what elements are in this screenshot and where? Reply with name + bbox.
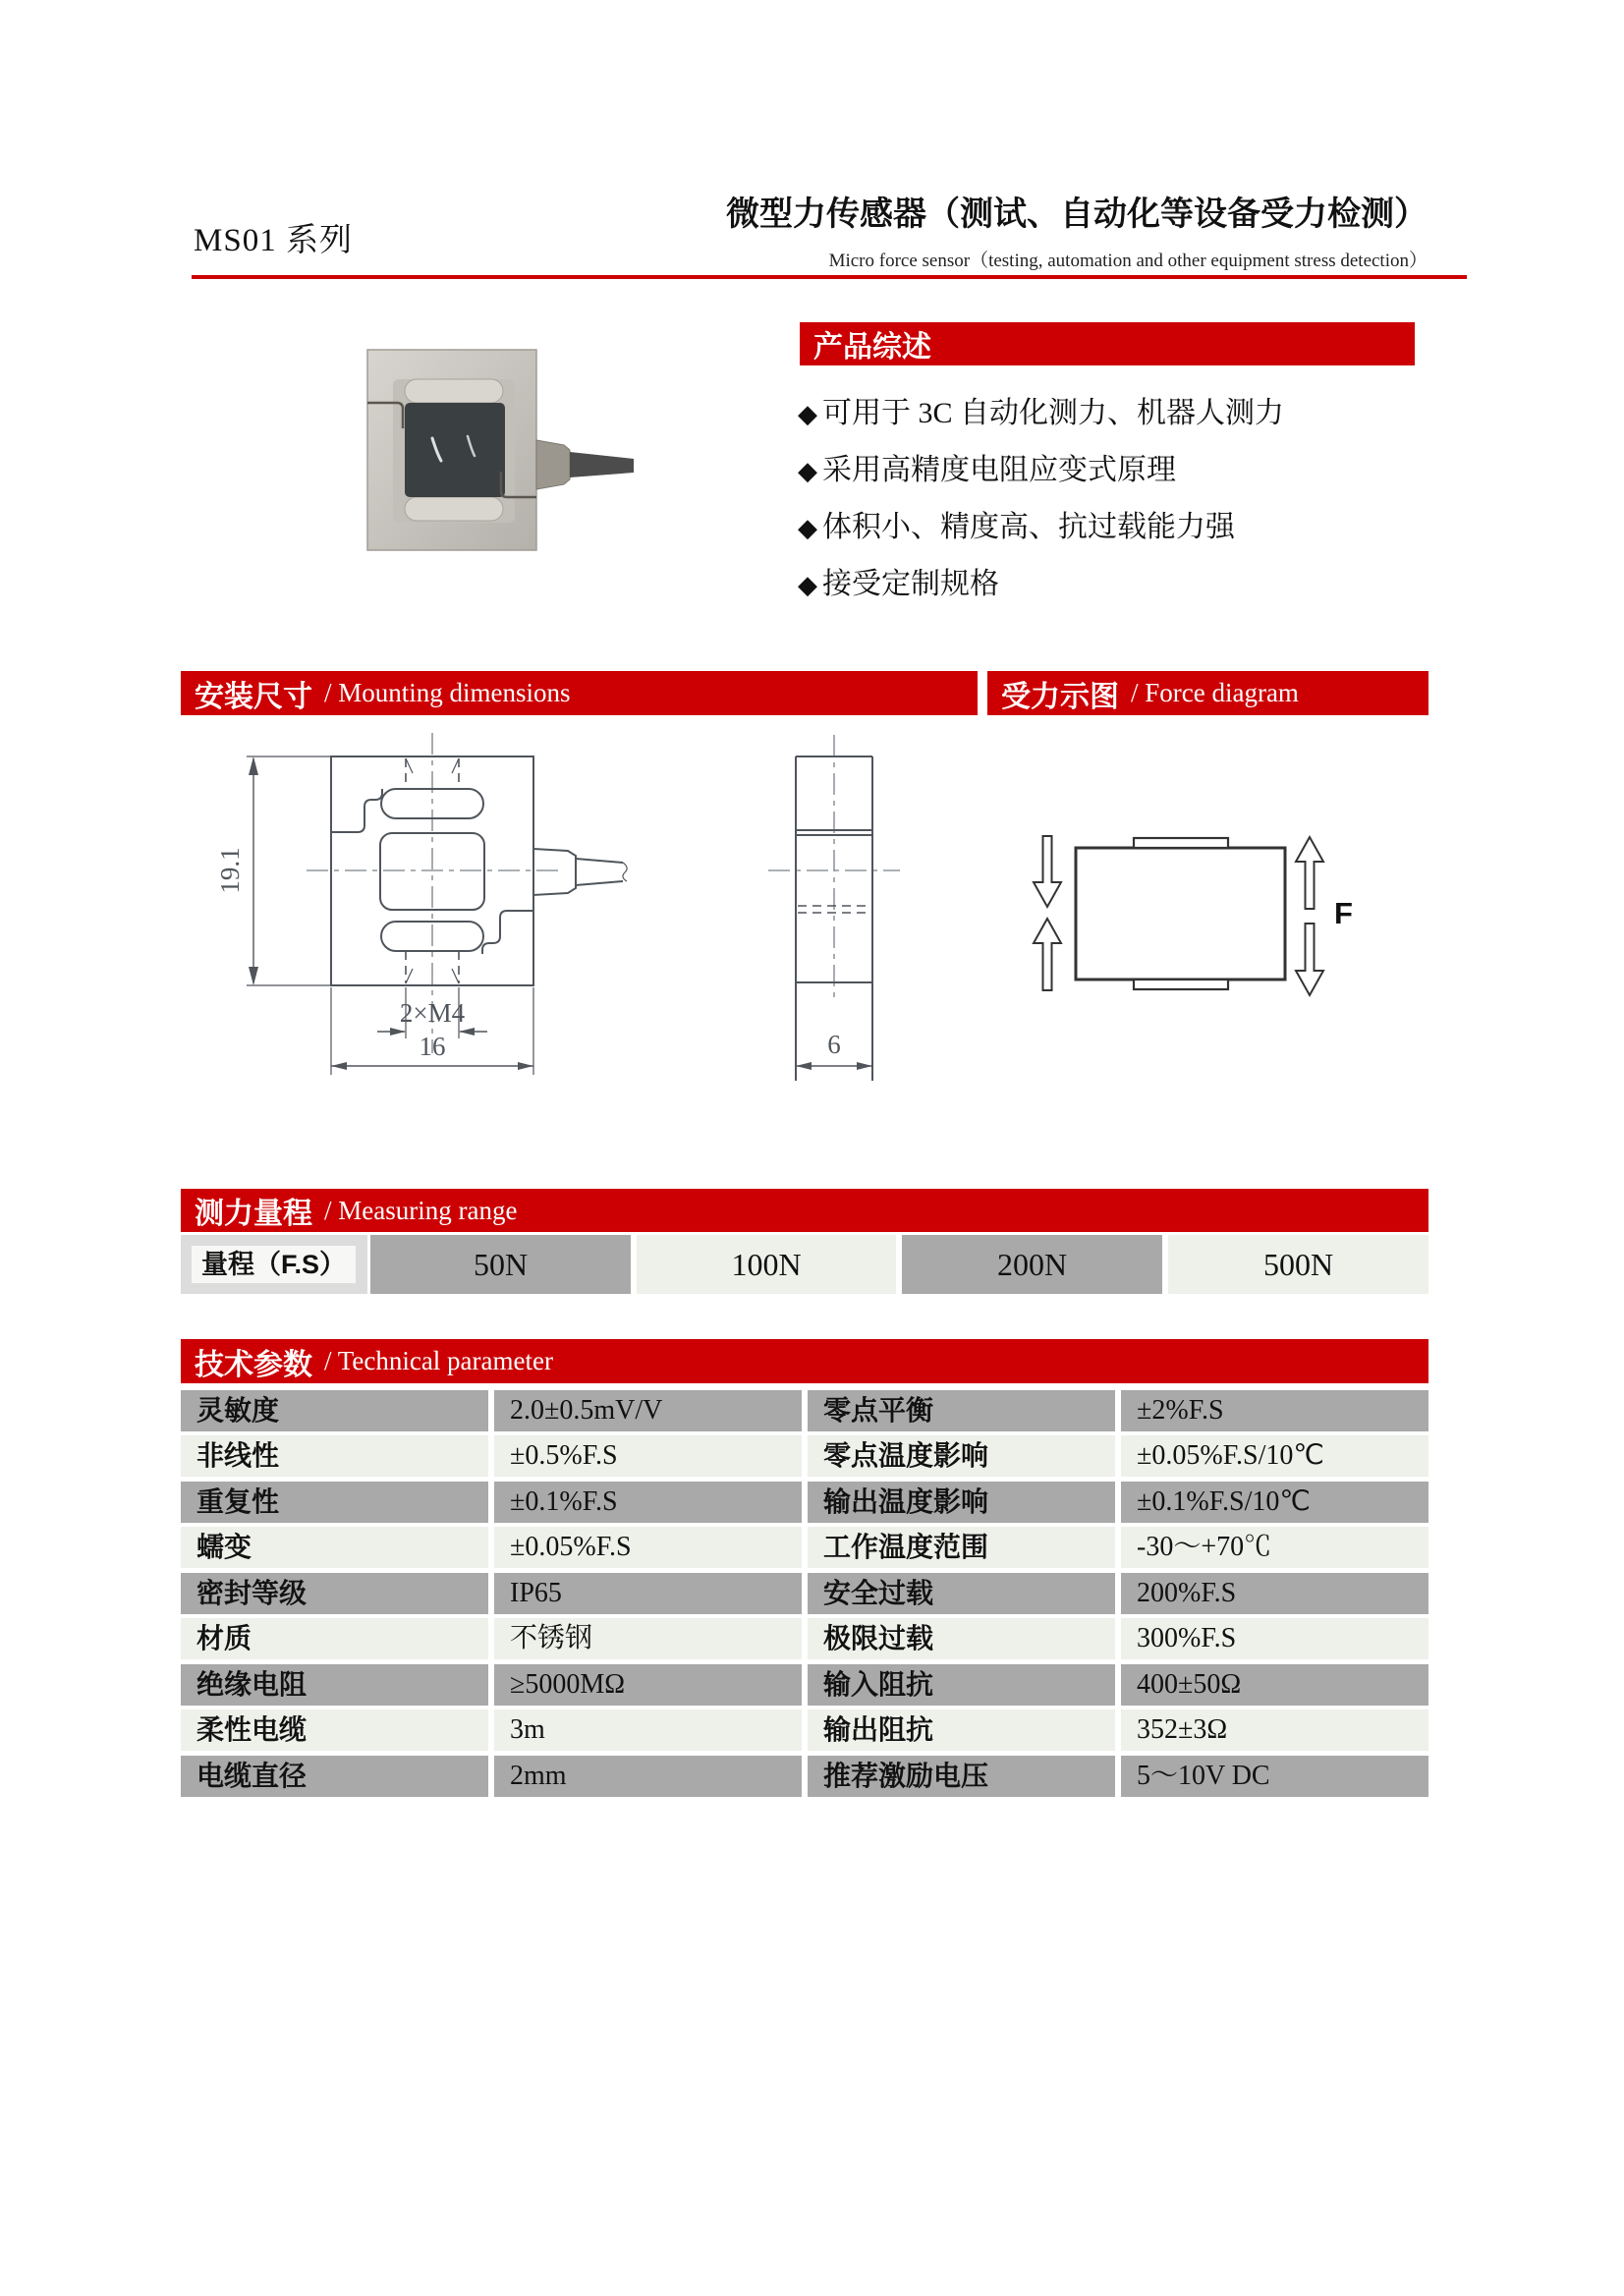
param-name: 安全过载 <box>808 1573 1115 1614</box>
measuring-range-banner <box>181 1189 1428 1232</box>
cable <box>570 452 634 477</box>
overview-bullet <box>798 442 1427 499</box>
param-name: 零点温度影响 <box>808 1435 1115 1477</box>
arrow-down-icon <box>1034 836 1061 907</box>
param-value: 200%F.S <box>1121 1573 1428 1614</box>
series-name: MS01 系列 <box>194 223 353 258</box>
tech-table-row <box>181 1482 1428 1523</box>
range-value-cell: 200N <box>902 1235 1162 1294</box>
header-divider <box>192 275 1467 279</box>
force-diagram <box>1034 836 1353 995</box>
dim-height-label: 19.1 <box>215 847 245 894</box>
param-name: 密封等级 <box>181 1573 488 1614</box>
param-name: 柔性电缆 <box>181 1709 488 1751</box>
overview-bullet <box>798 385 1427 442</box>
tech-table-row <box>181 1435 1428 1477</box>
param-value: ±0.05%F.S/10℃ <box>1121 1435 1428 1477</box>
param-value: 2.0±0.5mV/V <box>494 1390 802 1431</box>
param-value: ±0.1%F.S <box>494 1482 802 1523</box>
sensor-gauge-window <box>405 403 505 497</box>
param-value: ±0.5%F.S <box>494 1435 802 1477</box>
force-label: F <box>1334 896 1353 930</box>
tech-table-row <box>181 1390 1428 1431</box>
param-name: 重复性 <box>181 1482 488 1523</box>
range-header-cell <box>181 1235 367 1294</box>
diamond-bullet-icon: ◆ <box>798 457 817 486</box>
force-title-en: / Force diagram <box>1131 678 1299 707</box>
param-name: 输出温度影响 <box>808 1482 1115 1523</box>
param-name: 非线性 <box>181 1435 488 1477</box>
range-header-label: 量程（F.S） <box>192 1246 356 1283</box>
tech-title-en: / Technical parameter <box>324 1346 553 1375</box>
bullet-text: 可用于 3C 自动化测力、机器人测力 <box>822 397 1285 429</box>
tech-table-row <box>181 1527 1428 1568</box>
range-title-zh: 测力量程 <box>195 1198 312 1230</box>
param-name: 材质 <box>181 1618 488 1659</box>
page-title: 微型力传感器（测试、自动化等设备受力检测） <box>726 196 1428 233</box>
param-name: 推荐激励电压 <box>808 1756 1115 1797</box>
param-value: -30～+70℃ <box>1121 1527 1428 1568</box>
param-name: 电缆直径 <box>181 1756 488 1797</box>
param-value: 400±50Ω <box>1121 1664 1428 1706</box>
diamond-bullet-icon: ◆ <box>798 514 817 543</box>
bullet-text: 采用高精度电阻应变式原理 <box>822 454 1176 486</box>
arrow-down-icon <box>1296 924 1323 995</box>
param-value: 352±3Ω <box>1121 1709 1428 1751</box>
force-title-zh: 受力示图 <box>1001 680 1119 713</box>
range-value-cell: 50N <box>370 1235 631 1294</box>
page-subtitle: Micro force sensor（testing, automation and other equipment stress detection） <box>828 251 1428 271</box>
dim-thickness-label: 6 <box>827 1030 841 1059</box>
overview-banner <box>800 322 1415 365</box>
bullet-text: 体积小、精度高、抗过载能力强 <box>822 511 1235 543</box>
param-value: 3m <box>494 1709 802 1751</box>
tech-table-row <box>181 1664 1428 1706</box>
param-value: IP65 <box>494 1573 802 1614</box>
param-name: 零点平衡 <box>808 1390 1115 1431</box>
product-photo <box>354 342 634 558</box>
param-name: 工作温度范围 <box>808 1527 1115 1568</box>
bullet-text: 接受定制规格 <box>822 568 999 600</box>
mounting-title-zh: 安装尺寸 <box>195 680 312 713</box>
arrow-up-icon <box>1296 837 1323 909</box>
tech-table-row <box>181 1756 1428 1797</box>
param-name: 蠕变 <box>181 1527 488 1568</box>
param-name: 灵敏度 <box>181 1390 488 1431</box>
technical-parameter-banner <box>181 1339 1428 1383</box>
param-value: 2mm <box>494 1756 802 1797</box>
cable-gland <box>536 440 570 489</box>
technical-drawing <box>181 727 1428 1100</box>
dim-thread-label: 2×M4 <box>399 998 466 1028</box>
front-view <box>215 733 627 1075</box>
param-value: 300%F.S <box>1121 1618 1428 1659</box>
overview-bullet <box>798 556 1427 613</box>
overview-bullet <box>798 499 1427 556</box>
tech-table-row <box>181 1573 1428 1614</box>
tech-table-row <box>181 1618 1428 1659</box>
force-diagram-banner <box>987 671 1428 715</box>
diamond-bullet-icon: ◆ <box>798 400 817 429</box>
tech-table-row <box>181 1709 1428 1751</box>
overview-heading: 产品综述 <box>813 331 931 364</box>
dim-width-label: 16 <box>419 1032 446 1061</box>
param-value: ±0.05%F.S <box>494 1527 802 1568</box>
overview-bullet-list <box>798 385 1427 613</box>
diamond-bullet-icon: ◆ <box>798 571 817 600</box>
range-value-cell: 100N <box>637 1235 896 1294</box>
mounting-dimensions-banner <box>181 671 978 715</box>
arrow-up-icon <box>1034 919 1061 990</box>
range-value-cell: 500N <box>1168 1235 1428 1294</box>
param-name: 输出阻抗 <box>808 1709 1115 1751</box>
param-name: 极限过载 <box>808 1618 1115 1659</box>
param-value: 5～10V DC <box>1121 1756 1428 1797</box>
param-value: ±0.1%F.S/10℃ <box>1121 1482 1428 1523</box>
cable-outline <box>533 849 576 895</box>
param-value: 不锈钢 <box>494 1618 802 1659</box>
range-title-en: / Measuring range <box>324 1195 518 1225</box>
param-value: ±2%F.S <box>1121 1390 1428 1431</box>
tech-title-zh: 技术参数 <box>195 1348 312 1381</box>
param-name: 绝缘电阻 <box>181 1664 488 1706</box>
mounting-title-en: / Mounting dimensions <box>324 678 571 707</box>
param-name: 输入阻抗 <box>808 1664 1115 1706</box>
side-view <box>768 735 900 1081</box>
param-value: ≥5000MΩ <box>494 1664 802 1706</box>
